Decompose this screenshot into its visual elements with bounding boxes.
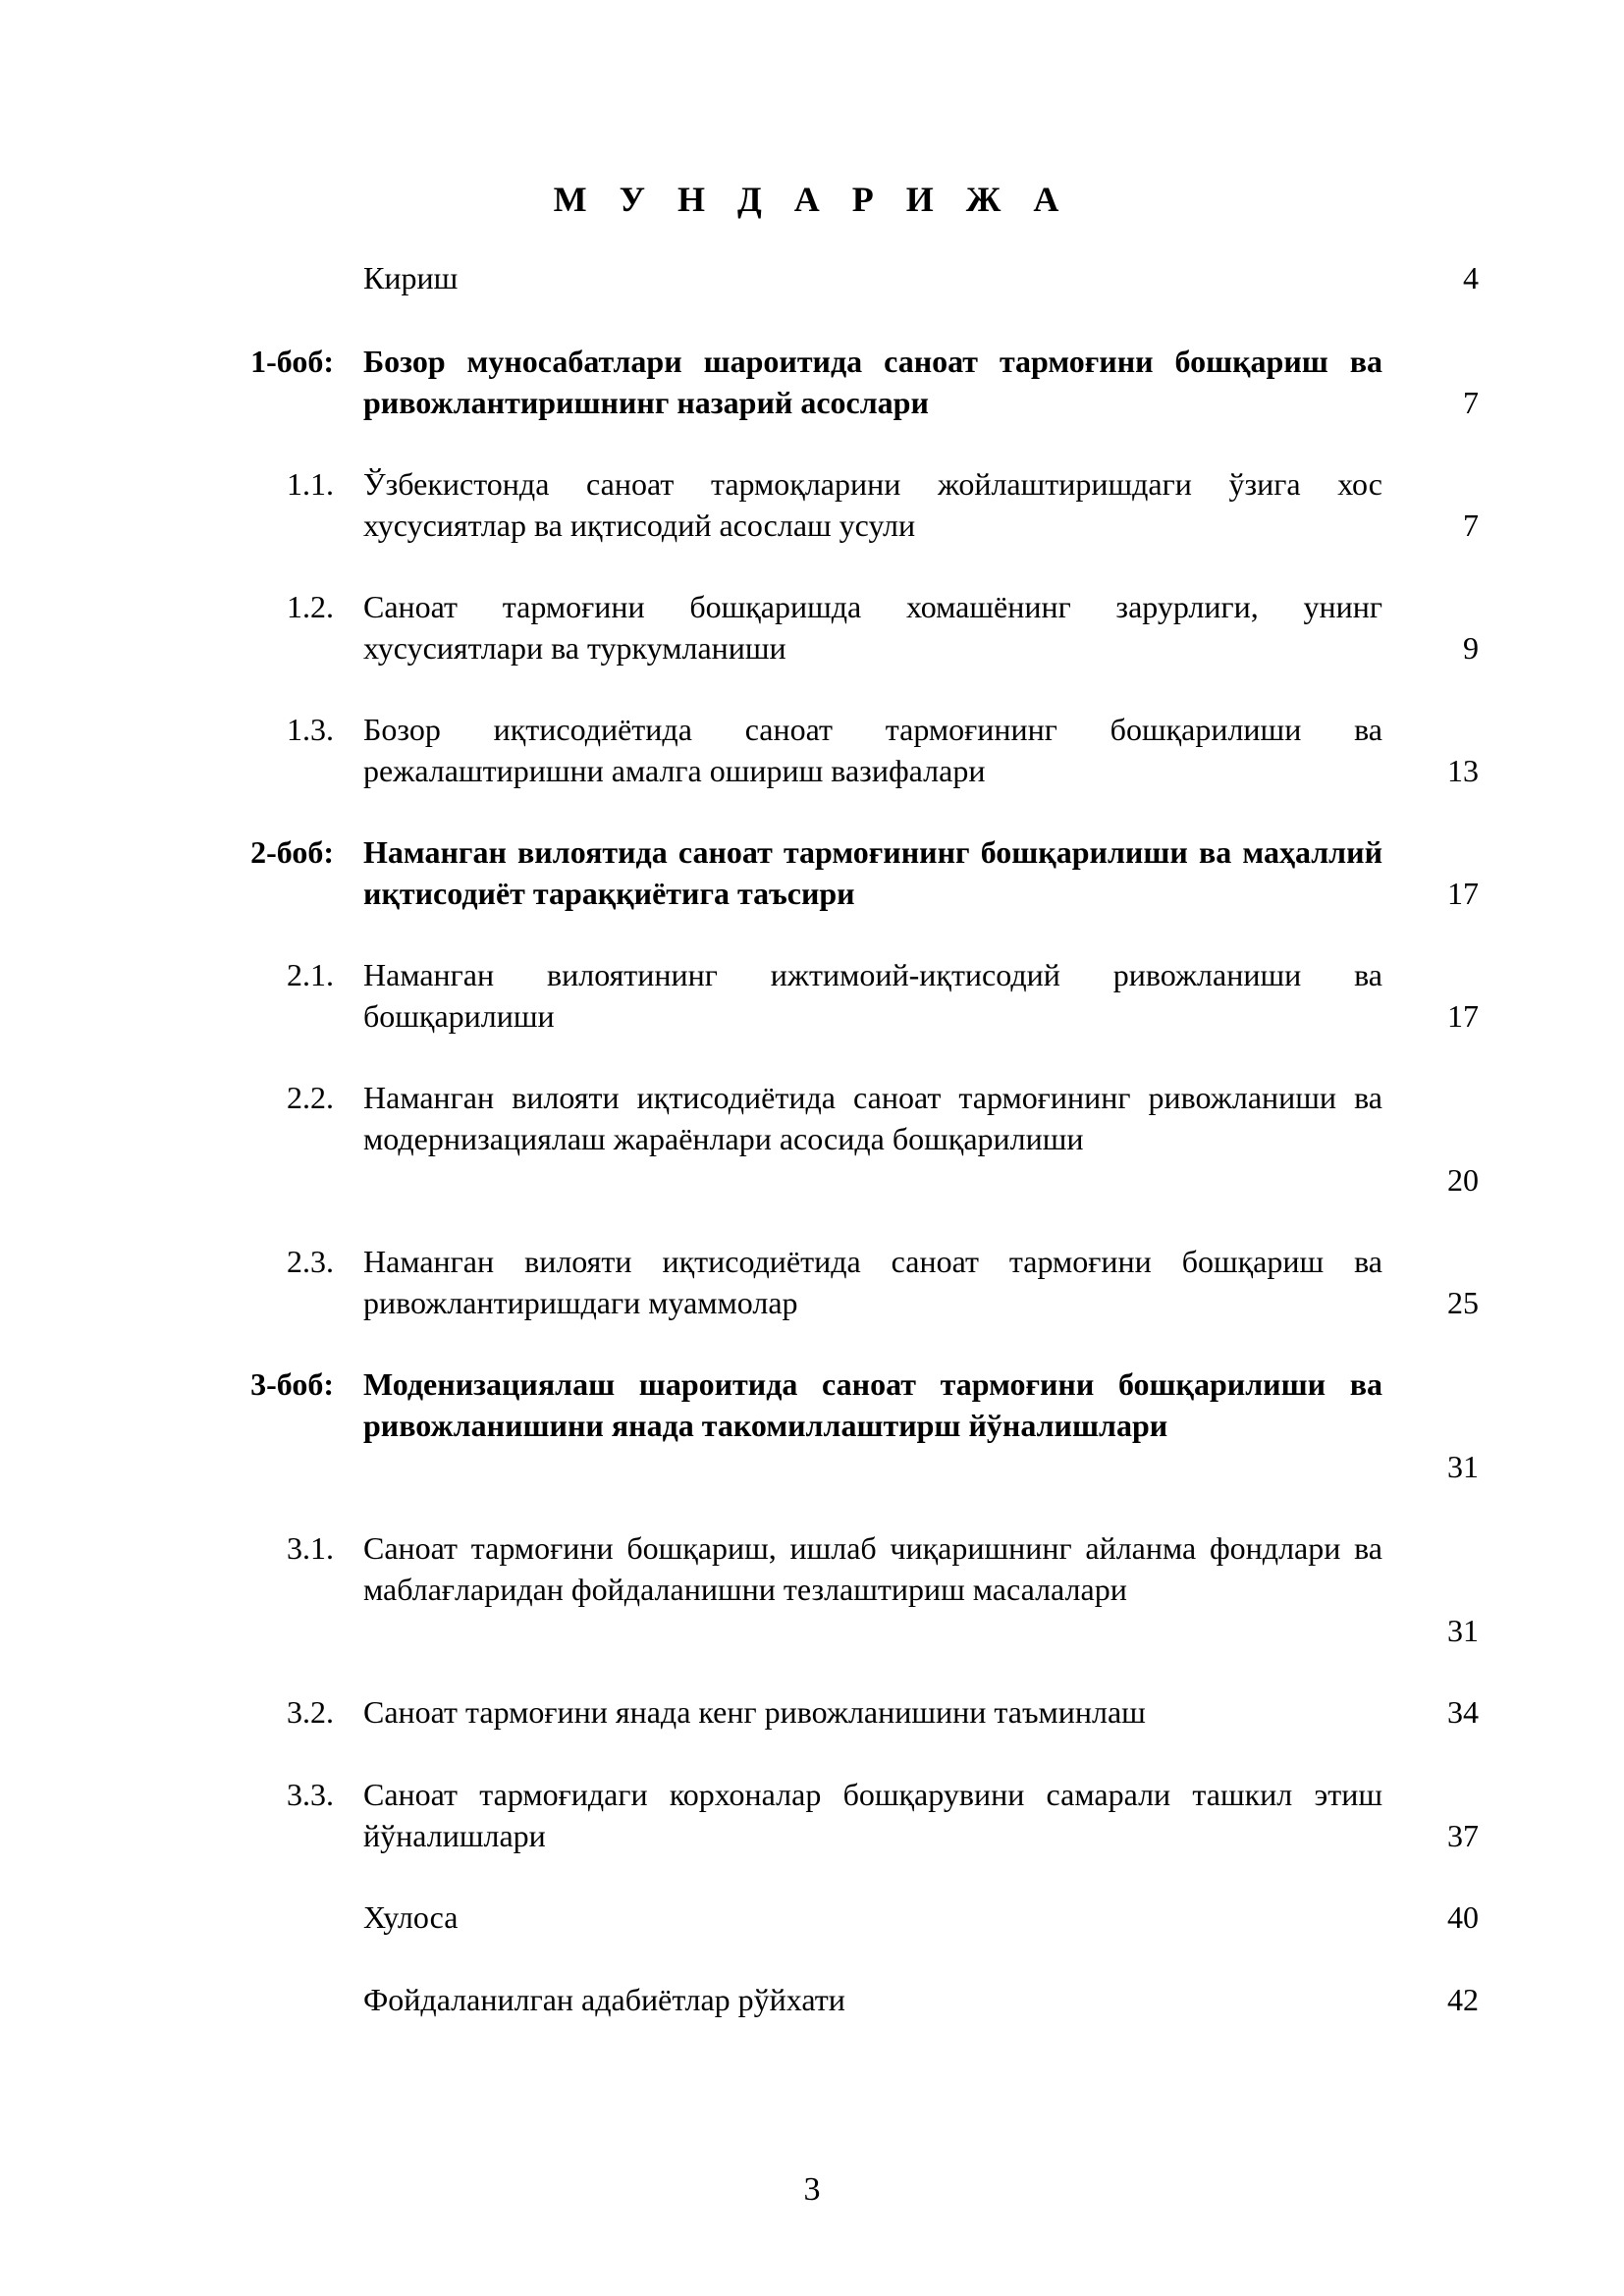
toc-entry-title: Наманган вилояти иқтисодиётида саноат тармоғини бошқариш ва ривожлантиришдаги муаммолар (363, 1244, 1382, 1320)
toc-chapter-title: Бозор муносабатлари шароитида саноат тармоғини бошқариш ва ривожлантиришнинг назарий асослари (363, 344, 1382, 420)
toc-entry-number: 1.3. (287, 712, 334, 747)
toc-entry-page: 7 (1463, 385, 1479, 420)
toc-entry-number: 1.2. (287, 589, 334, 624)
toc-entry-title: Саноат тармоғидаги корхоналар бошқарувини самарали ташкил этиш йўналишлари (363, 1777, 1382, 1853)
toc-entry-page: 31 (1447, 1449, 1479, 1484)
toc-entry-number: 3.1. (287, 1530, 334, 1566)
toc-entry-page: 13 (1447, 753, 1479, 788)
toc-entry-title: Кириш (363, 260, 459, 295)
toc-entry-title: Ўзбекистонда саноат тармоқларини жойлаштиришдаги ўзига хос хусусиятлар ва иқтисодий асослаш усули (363, 466, 1382, 543)
toc-chapter-title: Моденизациялаш шароитида саноат тармоғини бошқарилиши ва ривожланишини янада такомиллаштирш йўналишлари (363, 1366, 1382, 1443)
toc-entry-title: Бозор иқтисодиётида саноат тармоғининг бошқарилиши ва режалаштиришни амалга ошириш вазифалари (363, 712, 1382, 788)
toc-entry-number: 2.3. (287, 1244, 334, 1279)
toc-title: М У Н Д А Р И Ж А (553, 180, 1071, 219)
toc-entry-number: 3.3. (287, 1777, 334, 1812)
toc-entry-page: 31 (1447, 1613, 1479, 1648)
toc-entry-title: Саноат тармоғини бошқариш, ишлаб чиқаришнинг айланма фондлари ва маблағларидан фойдаланишни тезлаштириш масалалари (363, 1530, 1382, 1607)
toc-entry-page: 25 (1447, 1285, 1479, 1320)
toc-entry-title: Наманган вилоятининг ижтимоий-иқтисодий ривожланиши ва бошқарилиши (363, 957, 1382, 1034)
toc-entry-page: 17 (1447, 876, 1479, 911)
toc-entry-number: 2.2. (287, 1080, 334, 1115)
page-number: 3 (803, 2171, 821, 2208)
toc-entry-title: Фойдаланилган адабиётлар рўйхати (363, 1982, 845, 2017)
toc-entry-title: Саноат тармоғини янада кенг ривожланишини таъминлаш (363, 1694, 1146, 1730)
toc-entry-page: 7 (1463, 507, 1479, 543)
toc-chapter-number: 3-боб: (250, 1366, 334, 1402)
toc-entry-page: 34 (1447, 1694, 1479, 1730)
toc-entry-number: 3.2. (287, 1694, 334, 1730)
toc-entry-page: 40 (1447, 1899, 1479, 1935)
toc-entry-page: 37 (1447, 1818, 1479, 1853)
toc-entry-page: 20 (1447, 1162, 1479, 1198)
toc-entry-number: 1.1. (287, 466, 334, 502)
toc-entry-title: Наманган вилояти иқтисодиётида саноат тармоғининг ривожланиши ва модернизациялаш жараёнлари асосида бошқарилиши (363, 1080, 1382, 1156)
toc-chapter-number: 2-боб: (250, 834, 334, 870)
toc-chapter-number: 1-боб: (250, 344, 334, 379)
toc-entry-page: 9 (1463, 630, 1479, 666)
toc-entry-title: Саноат тармоғини бошқаришда хомашёнинг зарурлиги, унинг хусусиятлари ва туркумланиши (363, 589, 1382, 666)
toc-entry-number: 2.1. (287, 957, 334, 992)
toc-chapter-title: Наманган вилоятида саноат тармоғининг бошқарилиши ва маҳаллий иқтисодиёт тараққиётига таъсири (363, 834, 1382, 911)
toc-entry-page: 42 (1447, 1982, 1479, 2017)
toc-entry-title: Хулоса (363, 1899, 459, 1935)
toc-entry-page: 17 (1447, 998, 1479, 1034)
toc-entry-page: 4 (1463, 260, 1479, 295)
